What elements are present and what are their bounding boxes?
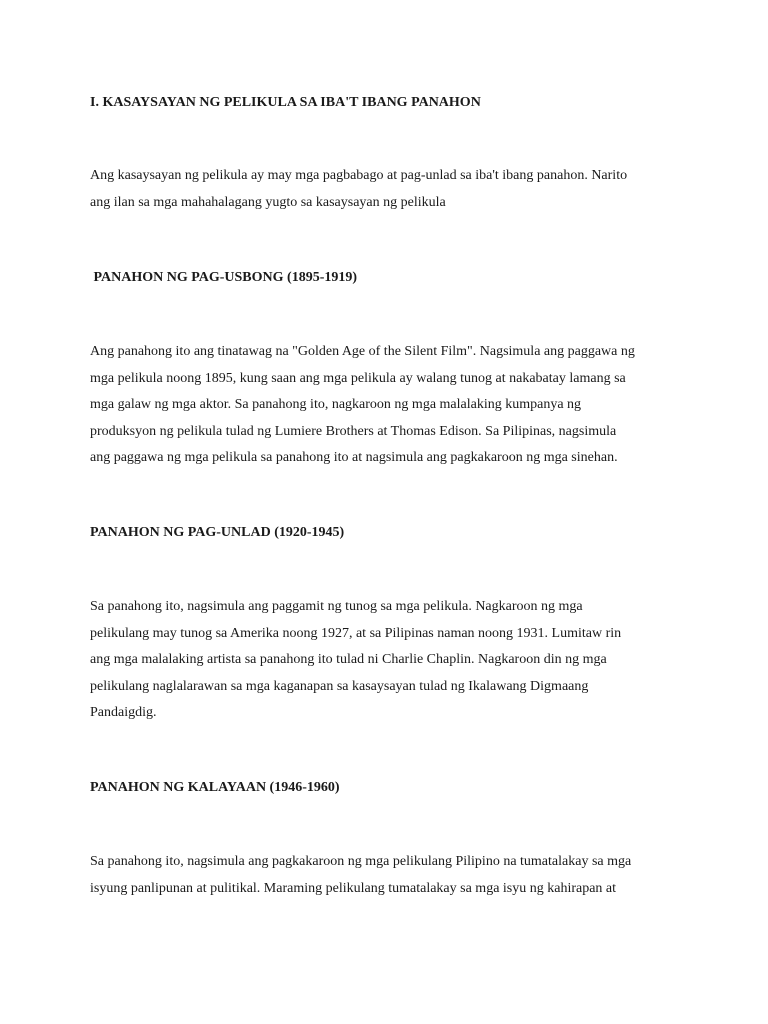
section-heading-pag-usbong: PANAHON NG PAG-USBONG (1895-1919) xyxy=(90,270,358,285)
document-title: I. KASAYSAYAN NG PELIKULA SA IBA'T IBANG PANAHON xyxy=(90,95,481,110)
paragraph-line: Sa panahong ito, nagsimula ang paggamit ng tunog sa mga pelikula. Nagkaroon ng mga xyxy=(90,599,583,614)
section-paragraph-pag-unlad xyxy=(90,594,621,727)
section-heading-kalayaan: PANAHON NG KALAYAAN (1946-1960) xyxy=(90,780,340,795)
paragraph-line: isyung panlipunan at pulitikal. Maraming pelikulang tumatalakay sa mga isyu ng kahirapan at xyxy=(90,880,617,896)
section-heading-pag-unlad: PANAHON NG PAG-UNLAD (1920-1945) xyxy=(90,525,345,540)
paragraph-line: pelikulang naglalarawan sa mga kaganapan sa kasaysayan tulad ng Ikalawang Digmaang xyxy=(90,678,589,694)
paragraph-line: Ang panahong ito ang tinatawag na "Golden Age of the Silent Film". Nagsimula ang paggawa ng xyxy=(90,344,635,359)
paragraph-line: Sa panahong ito, nagsimula ang pagkakaroon ng mga pelikulang Pilipino na tumatalakay sa mga xyxy=(90,854,632,869)
intro-paragraph xyxy=(90,163,627,216)
section-paragraph-pag-usbong xyxy=(90,339,635,472)
paragraph-line: pelikulang may tunog sa Amerika noong 1927, at sa Pilipinas naman noong 1931. Lumitaw rin xyxy=(90,625,622,641)
paragraph-line: Pandaigdig. xyxy=(90,705,157,720)
paragraph-line: Ang kasaysayan ng pelikula ay may mga pagbabago at pag-unlad sa iba't ibang panahon. Narito xyxy=(90,168,628,183)
paragraph-line: ang mga malalaking artista sa panahong ito tulad ni Charlie Chaplin. Nagkaroon din ng mga xyxy=(90,652,607,667)
paragraph-line: mga galaw ng mga aktor. Sa panahong ito, nagkaroon ng mga malalaking kumpanya ng xyxy=(90,397,582,412)
section-paragraph-kalayaan xyxy=(90,849,631,902)
paragraph-line: mga pelikula noong 1895, kung saan ang mga pelikula ay walang tunog at nakabatay lamang sa xyxy=(90,370,626,386)
paragraph-line: ang paggawa ng mga pelikula sa panahong ito at nagsimula ang pagkakaroon ng mga sinehan. xyxy=(90,450,618,465)
paragraph-line: produksyon ng pelikula tulad ng Lumiere Brothers at Thomas Edison. Sa Pilipinas, nagsimula xyxy=(90,423,617,439)
paragraph-line: ang ilan sa mga mahahalagang yugto sa kasaysayan ng pelikula xyxy=(90,194,446,210)
